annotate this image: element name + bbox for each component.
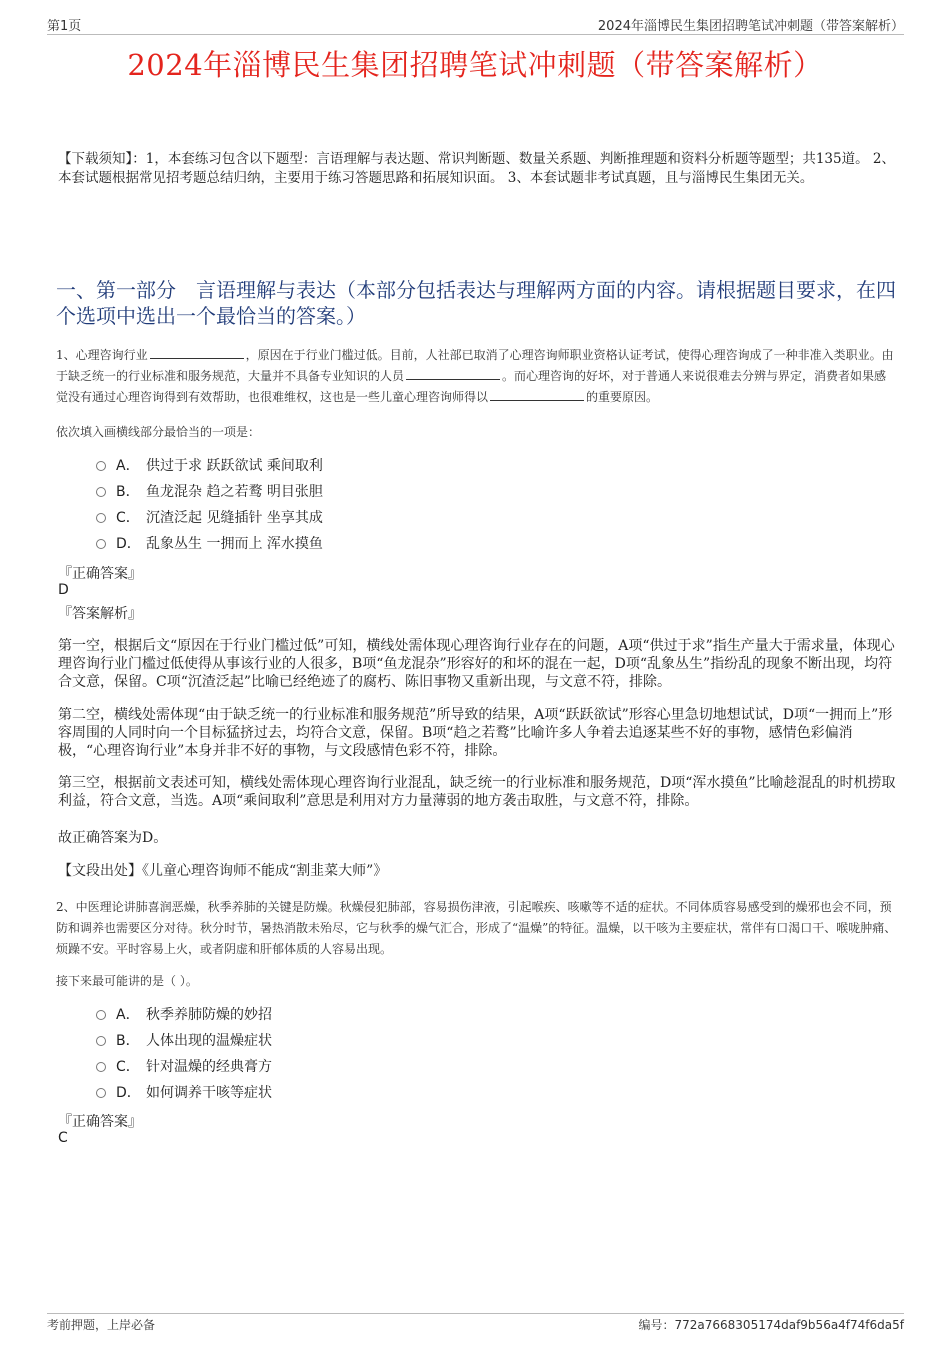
analysis-conclusion: 故正确答案为D。 — [58, 830, 168, 846]
question-2-options — [96, 1001, 272, 1105]
analysis-label: 『答案解析』 — [58, 606, 142, 622]
question-1-text: 1、心理咨询行业 ，原因在于行业门槛过低。目前，人社部已取消了心理咨询师职业资格认证考试，使得心理咨询成了一种非准入类职业。由于缺乏统一的行业标准和服务规范，大量并不具备专业知识的人员 。而心理咨询的好坏，对于普通人来说很难去分辨与界定，消费者如果感觉没有通过心理咨询得到有效帮助，也很难维权，这也是一些儿童心理咨询师得以 的重要原因。 — [56, 345, 898, 408]
question-1-prompt: 依次填入画横线部分最恰当的一项是： — [56, 425, 261, 439]
question-2-text: 2、中医理论讲肺喜润恶燥，秋季养肺的关键是防燥。秋燥侵犯肺部，容易损伤津液，引起喉疾、咳嗽等不适的症状。不同体质容易感受到的燥邪也会不同，预防和调养也需要区分对待。秋分时节，暑热消散未殆尽，它与秋季的燥气汇合，形成了“温燥”的特征。温燥，以干咳为主要症状，常伴有口渴口干、喉咙肿痛、烦躁不安。平时容易上火，或者阴虚和肝郁体质的人容易出现。 — [56, 900, 897, 956]
page-footer — [47, 1313, 904, 1332]
section-heading: 一、第一部分 言语理解与表达（本部分包括表达与理解两方面的内容。请根据题目要求，在四个选项中选出一个最恰当的答案。） — [56, 278, 896, 328]
text-source: 【文段出处】《儿童心理咨询师不能成“割韭菜大师”》 — [58, 863, 388, 879]
answer-label: 『正确答案』 — [58, 566, 142, 582]
radio-icon[interactable] — [96, 461, 106, 471]
header-doc-title: 2024年淄博民生集团招聘笔试冲刺题（带答案解析） — [597, 19, 904, 34]
analysis-paragraph: 第二空，横线处需体现“由于缺乏统一的行业标准和服务规范”所导致的结果，A项“跃跃欲试”形容心里急切地想试试，D项“一拥而上”形容周围的人同时向一个目标猛挤过去，均符合文意，保留。B项“趋之若鹜”比喻许多人争着去追逐某些不好的事物，感情色彩偏消极，“心理咨询行业”本身并非不好的事物，与文段感情色彩不符，排除。 — [58, 707, 893, 759]
analysis-paragraph: 第三空，根据前文表述可知，横线处需体现心理咨询行业混乱，缺乏统一的行业标准和服务规范，D项“浑水摸鱼”比喻趁混乱的时机捞取利益，符合文意，当选。A项“乘间取利”意思是利用对方力量薄弱的地方袭击取胜，与文意不符，排除。 — [58, 775, 896, 809]
radio-icon[interactable] — [96, 539, 106, 549]
option-a[interactable]: A． 秋季养肺防燥的妙招 — [96, 1001, 272, 1027]
radio-icon[interactable] — [96, 1036, 106, 1046]
download-notice: 【下载须知】：1，本套练习包含以下题型：言语理解与表达题、常识判断题、数量关系题、判断推理题和资料分析题等题型；共135道。 2、本套试题根据常见招考题总结归纳，主要用于练习答题思路和拓展知识面。 3、本套试题非考试真题，且与淄博民生集团无关。 — [58, 151, 895, 186]
fill-blank — [150, 345, 244, 359]
fill-blank — [406, 366, 500, 380]
option-b[interactable]: B． 鱼龙混杂 趋之若鹜 明目张胆 — [96, 478, 323, 504]
radio-icon[interactable] — [96, 1010, 106, 1020]
option-d[interactable]: D． 如何调养干咳等症状 — [96, 1079, 272, 1105]
option-c[interactable]: C． 沉渣泛起 见缝插针 坐享其成 — [96, 504, 323, 530]
question-2-prompt: 接下来最可能讲的是（ ）。 — [56, 974, 198, 988]
question-1-options — [96, 452, 323, 556]
option-d[interactable]: D． 乱象丛生 一拥而上 浑水摸鱼 — [96, 530, 323, 556]
answer-value: D — [58, 582, 69, 598]
analysis-paragraph: 第一空，根据后文“原因在于行业门槛过低”可知，横线处需体现心理咨询行业存在的问题，A项“供过于求”指生产量大于需求量，体现心理咨询行业门槛过低使得从事该行业的人很多，B项“鱼龙混杂”形容好的和坏的混在一起，D项“乱象丛生”指纷乱的现象不断出现，均符合文意，保留。C项“沉渣泛起”比喻已经绝迹了的腐朽、陈旧事物又重新出现，与文意不符，排除。 — [58, 638, 895, 690]
document-code: 编号：772a7668305174daf9b56a4f74f6da5f — [638, 1318, 904, 1332]
document-title: 2024年淄博民生集团招聘笔试冲刺题（带答案解析） — [127, 48, 823, 82]
fill-blank — [490, 387, 584, 401]
footer-slogan: 考前押题，上岸必备 — [47, 1318, 156, 1332]
option-a[interactable]: A． 供过于求 跃跃欲试 乘间取利 — [96, 452, 323, 478]
radio-icon[interactable] — [96, 513, 106, 523]
answer-value: C — [58, 1130, 68, 1146]
option-c[interactable]: C． 针对温燥的经典膏方 — [96, 1053, 272, 1079]
radio-icon[interactable] — [96, 487, 106, 497]
radio-icon[interactable] — [96, 1088, 106, 1098]
answer-label: 『正确答案』 — [58, 1114, 142, 1130]
page-header — [47, 15, 904, 35]
radio-icon[interactable] — [96, 1062, 106, 1072]
option-b[interactable]: B． 人体出现的温燥症状 — [96, 1027, 272, 1053]
page-number: 第1页 — [47, 19, 82, 34]
